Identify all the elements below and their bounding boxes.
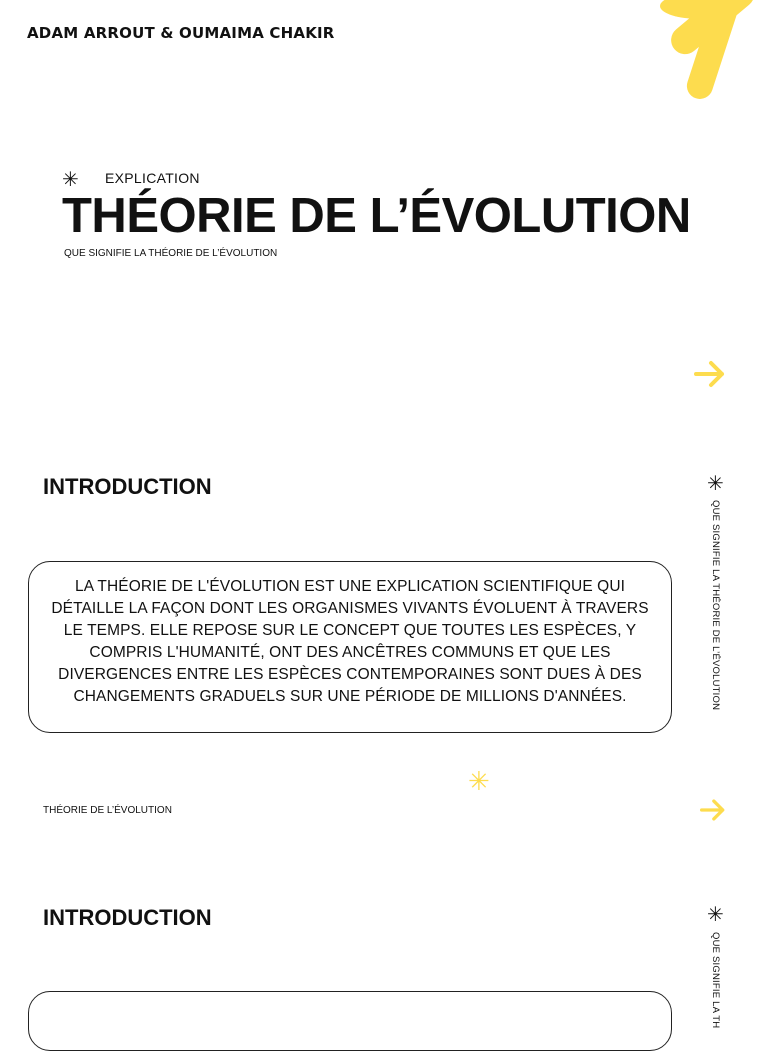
asterisk-icon: ✳ [62, 169, 79, 191]
arrow-right-icon [700, 797, 726, 823]
section-title: INTRODUCTION [43, 905, 212, 930]
burst-decoration [638, 0, 768, 125]
page-title: THÉORIE DE L’ÉVOLUTION [62, 189, 691, 243]
sparkle-icon: ✳ [468, 766, 490, 796]
intro-text: LA THÉORIE DE L'ÉVOLUTION EST UNE EXPLICATION SCIENTIFIQUE QUI DÉTAILLE LA FAÇON DONT LES ORGANISMES VIVANTS ÉVOLUENT À TRAVERS LE TEMPS. ELLE REPOSE SUR LE CONCEPT QUE TOUTES LES ESPÈCES, Y COMPRIS L'HUMANITÉ, ONT DES ANCÊTRES COMMUNS ET QUE LES DIVERGENCES ENTRE LES ESPÈCES CONTEMPORAINES SONT DUES À DES CHANGEMENTS GRADUELS SUR UNE PÉRIODE DE MILLIONS D'ANNÉES. [51, 578, 649, 705]
side-label: QUE SIGNIFIE LA THÉORIE DE L’ÉVOLUTION [710, 500, 721, 711]
footer-label: THÉORIE DE L’ÉVOLUTION [43, 805, 172, 816]
intro-textbox [28, 561, 672, 733]
subtitle: QUE SIGNIFIE LA THÉORIE DE L’ÉVOLUTION [64, 248, 278, 259]
intro-textbox [28, 991, 672, 1051]
asterisk-icon: ✳ [707, 473, 724, 495]
kicker: EXPLICATION [105, 170, 200, 186]
section-title: INTRODUCTION [43, 474, 212, 499]
side-label: QUE SIGNIFIE LA TH [710, 932, 721, 1029]
arrow-right-icon [694, 358, 726, 390]
asterisk-icon: ✳ [707, 904, 724, 926]
authors: ADAM ARROUT & OUMAIMA CHAKIR [27, 24, 335, 42]
